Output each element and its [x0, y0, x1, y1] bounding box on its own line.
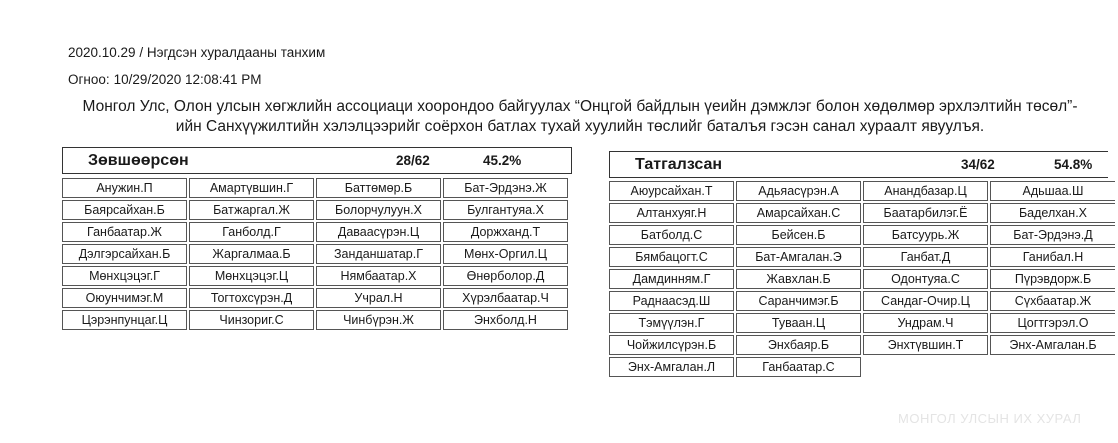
approved-member-name: Даваасүрэн.Ц [316, 222, 441, 242]
approved-member-name: Тогтохсүрэн.Д [189, 288, 314, 308]
approved-member-name: Мөнхцэцэг.Ц [189, 266, 314, 286]
rejected-member-name: Ганбаатар.С [736, 357, 861, 377]
rejected-member-name: Цогтгэрэл.О [990, 313, 1115, 333]
rejected-member-name: Адьяасүрэн.А [736, 181, 861, 201]
rejected-member-name: Батболд.С [609, 225, 734, 245]
rejected-header [609, 151, 1108, 178]
printed-datetime [68, 72, 266, 87]
approved-member-name: Ганболд.Г [189, 222, 314, 242]
approved-member-name: Өнөрболор.Д [443, 266, 568, 286]
approved-names-grid [62, 178, 572, 330]
approved-panel [62, 147, 572, 330]
rejected-member-name: Бат-Эрдэнэ.Д [990, 225, 1115, 245]
rejected-member-name: Бейсен.Б [736, 225, 861, 245]
approved-member-name: Чинбүрэн.Ж [316, 310, 441, 330]
rejected-member-name: Ганибал.Н [990, 247, 1115, 267]
rejected-member-name: Бат-Амгалан.Э [736, 247, 861, 267]
rejected-member-name: Одонтуяа.С [863, 269, 988, 289]
approved-member-name: Баярсайхан.Б [62, 200, 187, 220]
approved-member-name: Жаргалмаа.Б [189, 244, 314, 264]
approved-member-name: Чинзориг.С [189, 310, 314, 330]
rejected-count: 34/62 [961, 157, 995, 172]
approved-member-name: Ганбаатар.Ж [62, 222, 187, 242]
approved-member-name: Амартүвшин.Г [189, 178, 314, 198]
rejected-title: Татгалзсан [635, 156, 723, 173]
rejected-member-name: Батсуурь.Ж [863, 225, 988, 245]
approved-header [62, 147, 572, 174]
approved-member-name: Болорчулуун.Х [316, 200, 441, 220]
approved-member-name: Бат-Эрдэнэ.Ж [443, 178, 568, 198]
rejected-percent: 54.8% [1054, 157, 1093, 172]
approved-member-name: Цэрэнпунцаг.Ц [62, 310, 187, 330]
rejected-names-grid [609, 181, 1115, 377]
rejected-panel [609, 151, 1115, 377]
rejected-member-name: Адьшаа.Ш [990, 181, 1115, 201]
rejected-member-name: Алтанхуяг.Н [609, 203, 734, 223]
approved-member-name: Булгантуяа.Х [443, 200, 568, 220]
approved-percent: 45.2% [483, 153, 522, 168]
rejected-member-name: Раднаасэд.Ш [609, 291, 734, 311]
rejected-member-name: Ганбат.Д [863, 247, 988, 267]
approved-member-name: Хүрэлбаатар.Ч [443, 288, 568, 308]
rejected-member-name: Пүрэвдорж.Б [990, 269, 1115, 289]
rejected-member-name: Туваан.Ц [736, 313, 861, 333]
approved-member-name: Учрал.Н [316, 288, 441, 308]
rejected-member-name: Чойжилсүрэн.Б [609, 335, 734, 355]
rejected-member-name: Энх-Амгалан.Б [990, 335, 1115, 355]
rejected-member-name: Энх-Амгалан.Л [609, 357, 734, 377]
approved-member-name: Батжаргал.Ж [189, 200, 314, 220]
printed-value: 10/29/2020 12:08:41 PM [113, 72, 262, 87]
approved-member-name: Энхболд.Н [443, 310, 568, 330]
session-date-location: 2020.10.29 / Нэгдсэн хуралдааны танхим [68, 45, 326, 60]
rejected-member-name: Сүхбаатар.Ж [990, 291, 1115, 311]
rejected-member-name: Энхтүвшин.Т [863, 335, 988, 355]
rejected-member-name: Баделхан.Х [990, 203, 1115, 223]
approved-member-name: Мөнхцэцэг.Г [62, 266, 187, 286]
rejected-member-name: Тэмүүлэн.Г [609, 313, 734, 333]
printed-label: Огноо: [68, 72, 110, 87]
approved-member-name: Занданшатар.Г [316, 244, 441, 264]
approved-member-name: Мөнх-Оргил.Ц [443, 244, 568, 264]
rejected-member-name: Саранчимэг.Б [736, 291, 861, 311]
rejected-member-name: Дамдинням.Г [609, 269, 734, 289]
approved-member-name: Баттөмөр.Б [316, 178, 441, 198]
rejected-member-name: Бямбацогт.С [609, 247, 734, 267]
rejected-member-name: Жавхлан.Б [736, 269, 861, 289]
rejected-member-name: Энхбаяр.Б [736, 335, 861, 355]
rejected-member-name: Ундрам.Ч [863, 313, 988, 333]
approved-member-name: Оюунчимэг.М [62, 288, 187, 308]
watermark: МОНГОЛ УЛСЫН ИХ ХУРАЛ [898, 411, 1082, 426]
approved-member-name: Доржханд.Т [443, 222, 568, 242]
approved-count: 28/62 [396, 153, 430, 168]
rejected-member-name: Анандбазар.Ц [863, 181, 988, 201]
rejected-member-name: Баатарбилэг.Ё [863, 203, 988, 223]
rejected-member-name: Аюурсайхан.Т [609, 181, 734, 201]
approved-member-name: Дэлгэрсайхан.Б [62, 244, 187, 264]
rejected-member-name: Амарсайхан.С [736, 203, 861, 223]
vote-subject: Монгол Улс, Олон улсын хөгжлийн ассоциаци хоорондоо байгуулах “Онцгой байдлын үеийн дэмжлэг болон хөдөлмөр эрхлэлтийн төсөл”-ийн Санхүүжилтийн хэлэлцээрийг соёрхон батлах тухай хуулийн төслийг баталъя гэсэн санал хураалт явуулъя. [82, 98, 1078, 135]
approved-title: Зөвшөөрсөн [88, 152, 189, 169]
approved-member-name: Анужин.П [62, 178, 187, 198]
rejected-member-name: Сандаг-Очир.Ц [863, 291, 988, 311]
approved-member-name: Нямбаатар.Х [316, 266, 441, 286]
